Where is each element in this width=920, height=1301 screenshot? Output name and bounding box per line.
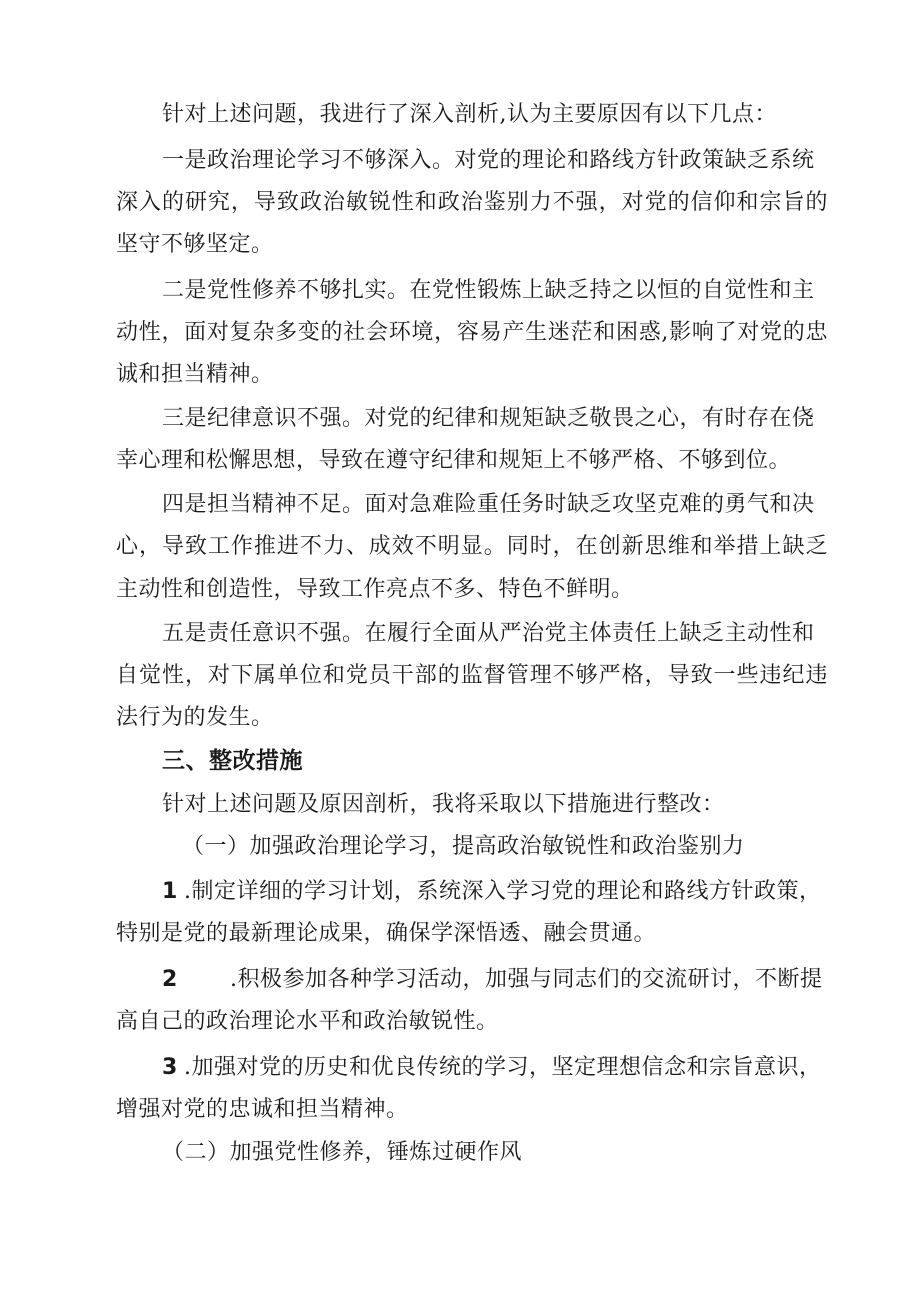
item-one-line-1: [162, 877, 828, 907]
cause-one-line-1: 一是政治理论学习不够深入。对党的理论和路线方针政策缺乏系统: [162, 148, 815, 173]
item-one-number: 1: [162, 879, 178, 904]
subheading-one: （一）加强政治理论学习，提高政治敏锐性和政治鉴别力: [182, 834, 745, 859]
item-one-line-2: 特别是党的最新理论成果，确保学深悟透、融会贯通。: [116, 921, 657, 946]
cause-one-line-2: 深入的研究，导致政治敏锐性和政治鉴别力不强，对党的信仰和宗旨的: [116, 190, 828, 215]
item-two-line-2: 高自己的政治理论水平和政治敏锐性。: [116, 1009, 499, 1034]
section-intro: 针对上述问题及原因剖析，我将采取以下措施进行整改：: [162, 792, 725, 817]
cause-two-line-1: 二是党性修养不够扎实。在党性锻炼上缺乏持之以恒的自觉性和主: [162, 278, 815, 303]
item-three-text: .加强对党的历史和优良传统的学习，坚定理想信念和宗旨意识，: [184, 1055, 822, 1080]
item-three-line-1: [162, 1053, 828, 1083]
subheading-two: （二）加强党性修养，锤炼过硬作风: [162, 1140, 523, 1165]
cause-four-line-2: 心，导致工作推进不力、成效不明显。同时，在创新思维和举措上缺乏: [116, 534, 828, 559]
cause-four-line-1: 四是担当精神不足。面对急难险重任务时缺乏攻坚克难的勇气和决: [162, 492, 815, 517]
item-one-text: .制定详细的学习计划，系统深入学习党的理论和路线方针政策，: [184, 879, 822, 904]
cause-three-line-1: 三是纪律意识不强。对党的纪律和规矩缺乏敬畏之心，有时存在侥: [162, 406, 815, 431]
cause-two-line-3: 诚和担当精神。: [116, 362, 274, 387]
cause-three-line-2: 幸心理和松懈思想，导致在遵守纪律和规矩上不够严格、不够到位。: [116, 448, 792, 473]
cause-five-line-3: 法行为的发生。: [116, 705, 274, 730]
item-three-number: 3: [162, 1055, 178, 1080]
item-two-number: 2: [162, 967, 178, 992]
cause-four-line-3: 主动性和创造性，导致工作亮点不多、特色不鲜明。: [116, 577, 634, 602]
cause-five-line-1: 五是责任意识不强。在履行全面从严治党主体责任上缺乏主动性和: [162, 621, 815, 646]
cause-one-line-3: 坚守不够坚定。: [116, 232, 274, 257]
section-heading: 三、整改措施: [162, 748, 303, 774]
item-two-line-1: [162, 965, 828, 995]
intro-paragraph: 针对上述问题，我进行了深入剖析,认为主要原因有以下几点：: [162, 102, 777, 127]
item-three-line-2: 增强对党的忠诚和担当精神。: [116, 1097, 409, 1122]
cause-two-line-2: 动性，面对复杂多变的社会环境，容易产生迷茫和困惑,影响了对党的忠: [116, 320, 828, 345]
cause-five-line-2: 自觉性，对下属单位和党员干部的监督管理不够严格，导致一些违纪违: [116, 663, 828, 688]
item-two-text: .积极参加各种学习活动，加强与同志们的交流研讨，不断提: [230, 967, 823, 992]
